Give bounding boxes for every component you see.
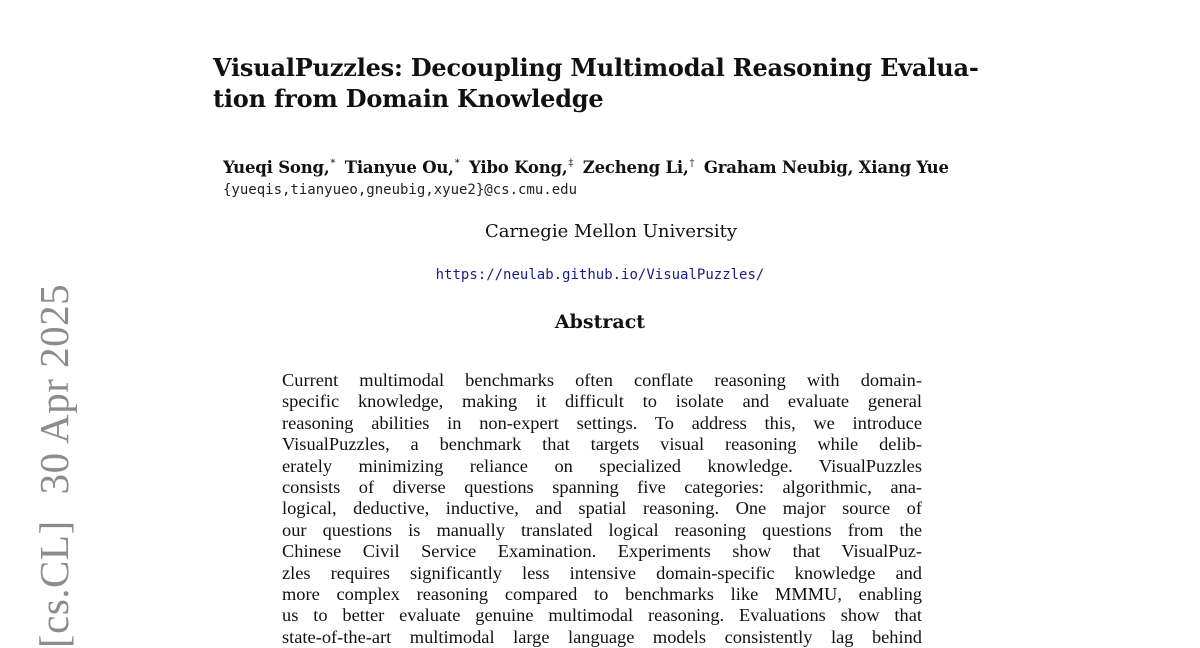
author-name: Yueqi Song, [223, 158, 330, 177]
paper-title [213, 52, 1013, 114]
abstract-line: VisualPuzzles, a benchmark that targets visual reasoning while delib- [282, 434, 922, 455]
author-mark: * [330, 158, 336, 169]
abstract-line: logical, deductive, inductive, and spatial reasoning. One major source of [282, 498, 922, 519]
author-name: Tianyue Ou, [344, 158, 454, 177]
arxiv-date: 30 Apr 2025 [31, 283, 77, 495]
arxiv-sidebar-stamp [30, 284, 78, 648]
abstract-line: Chinese Civil Service Examination. Experiments show that VisualPuz- [282, 541, 922, 562]
abstract-line: Current multimodal benchmarks often conflate reasoning with domain- [282, 370, 922, 390]
abstract-line: reasoning abilities in non-expert settings. To address this, we introduce [282, 412, 922, 433]
title-line-1 [213, 52, 1013, 83]
author-mark: † [689, 158, 695, 169]
abstract-line: us to better evaluate genuine multimodal reasoning. Evaluations show that [282, 605, 922, 626]
author-list [223, 158, 949, 177]
author-name: Yibo Kong, [469, 158, 568, 177]
author-name: Graham Neubig, Xiang Yue [703, 158, 949, 177]
affiliation: Carnegie Mellon University [484, 221, 738, 242]
author-mark: ‡ [568, 158, 574, 169]
arxiv-category: [cs.CL] [31, 520, 77, 648]
author-emails: {yueqis,tianyueo,gneubig,xyue2}@cs.cmu.edu [223, 182, 578, 198]
abstract-heading: Abstract [554, 311, 646, 333]
abstract-body [282, 370, 922, 648]
abstract-line: more complex reasoning compared to benchmarks like MMMU, enabling [282, 583, 922, 604]
abstract-line: zles requires significantly less intensive domain-specific knowledge and [282, 562, 922, 583]
abstract-line: consists of diverse questions spanning five categories: algorithmic, ana- [282, 476, 922, 497]
author-name: Zecheng Li, [582, 158, 689, 177]
title-line-1-text: VisualPuzzles: Decoupling Multimodal Reasoning Evalua- [213, 53, 979, 82]
abstract-line: specific knowledge, making it difficult to isolate and evaluate general [282, 391, 922, 412]
project-url-link[interactable]: https://neulab.github.io/VisualPuzzles/ [435, 267, 765, 283]
abstract-line: erately minimizing reliance on specialized knowledge. VisualPuzzles [282, 455, 922, 476]
title-line-2: tion from Domain Knowledge [213, 84, 604, 113]
author-mark: * [454, 158, 460, 169]
abstract-line: our questions is manually translated logical reasoning questions from the [282, 519, 922, 540]
abstract-line: state-of-the-art multimodal large language models consistently lag behind [282, 626, 922, 647]
